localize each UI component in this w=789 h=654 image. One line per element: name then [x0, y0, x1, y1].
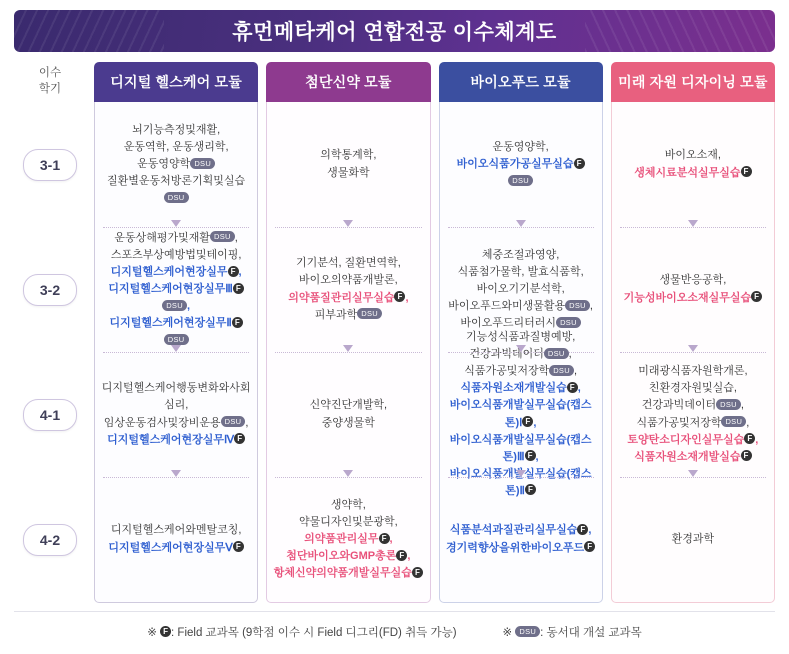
field-degree-icon: F: [741, 166, 752, 177]
course-line: [274, 514, 423, 531]
course-line: [108, 522, 243, 539]
course-name: ,: [186, 300, 191, 313]
course-name: ,: [573, 365, 578, 378]
course-name: 운동상해평가및재활: [114, 231, 211, 244]
course-name: ,: [577, 382, 581, 395]
course-line: [446, 432, 596, 466]
course-name: 식품분석과질관리실무실습: [449, 524, 578, 537]
course-name: 친환경자원및실습,: [648, 382, 737, 395]
semester-label-column: [14, 102, 86, 603]
course-name: 식품가공및저장학: [636, 416, 722, 429]
flow-arrow-icon: [171, 220, 181, 227]
course-cell: [440, 102, 602, 227]
course-line: [448, 247, 593, 264]
course-line: [320, 147, 376, 164]
module-header-advanced-drug: 첨단신약 모듈: [266, 62, 430, 102]
course-line: [320, 165, 376, 182]
course-name: 토양탄소디자인실무실습: [627, 433, 745, 446]
module-header-biofood: 바이오푸드 모듈: [439, 62, 603, 102]
course-line: [101, 139, 251, 156]
course-line: [448, 281, 593, 298]
course-cell: [95, 477, 257, 602]
course-line: [446, 156, 596, 190]
course-line: [274, 497, 423, 514]
course-name: 경기력향상을위한바이오푸드: [446, 541, 585, 554]
course-name: 기기분석, 질환면역학,: [295, 257, 401, 270]
course-cell: [612, 352, 774, 477]
flow-arrow-icon: [688, 220, 698, 227]
course-name: 운동영양학: [137, 157, 191, 170]
legend-footer: [14, 611, 775, 640]
course-cell: [267, 102, 429, 227]
course-name: ,: [245, 416, 249, 429]
course-cell: [267, 477, 429, 602]
field-degree-icon: F: [751, 291, 762, 302]
course-line: [634, 165, 751, 182]
course-cell: [612, 477, 774, 602]
course-name: 생체시료분석실무실습: [634, 166, 741, 179]
course-name: 디지털헬스케어현장실무Ⅳ: [107, 433, 235, 446]
dsu-badge-icon: DSU: [544, 348, 569, 359]
course-name: 중양생물학: [321, 416, 375, 429]
course-name: 질환별운동처방론기획및실습: [107, 175, 246, 188]
course-name: 바이오푸드리터러시: [460, 317, 557, 330]
field-degree-icon: F: [574, 158, 585, 169]
course-name: 식품가공및저장학: [464, 365, 550, 378]
course-name: 바이오푸드와미생물활용: [448, 300, 566, 313]
course-name: 의학통계학,: [320, 149, 377, 162]
flow-arrow-icon: [343, 220, 353, 227]
course-name: 운동영양학,: [492, 140, 549, 153]
course-cell: [612, 102, 774, 227]
course-name: 피부과학: [314, 308, 358, 321]
course-name: 첨단바이오와GMP총론: [286, 550, 397, 563]
dsu-badge-icon: DSU: [221, 416, 246, 427]
course-name: ,: [755, 433, 759, 446]
dsu-badge-icon: DSU: [210, 231, 235, 242]
field-degree-icon: F: [525, 450, 536, 461]
field-degree-icon: F: [522, 416, 533, 427]
module-header-digital-healthcare: 디지털 헬스케어 모듈: [94, 62, 258, 102]
course-cell: [267, 352, 429, 477]
field-degree-icon: F: [232, 317, 243, 328]
dsu-badge-icon: DSU: [357, 308, 382, 319]
course-line: [672, 531, 715, 548]
flow-arrow-icon: [171, 345, 181, 352]
course-line: [274, 565, 423, 582]
field-degree-icon: F: [234, 433, 245, 444]
flow-arrow-icon: [688, 470, 698, 477]
page-title: 휴먼메타케어 연합전공 이수체계도: [232, 21, 557, 44]
field-degree-icon: F: [396, 550, 407, 561]
legend-dsu-course: [503, 624, 642, 640]
legend-field-course: [147, 624, 456, 640]
module-header-future-resource-designing: 미래 자원 디자이닝 모듈: [611, 62, 775, 102]
course-cell: [612, 227, 774, 352]
course-line: [624, 290, 763, 307]
course-name: 임상운동검사및장비운용: [103, 416, 221, 429]
field-degree-icon: F: [160, 626, 171, 637]
course-line: [627, 363, 758, 380]
field-degree-icon: F: [744, 433, 755, 444]
course-name: 식품자원소재개발실습: [634, 450, 741, 463]
course-line: [446, 397, 596, 431]
course-name: 디지털헬스케어현장실무Ⅴ: [108, 541, 233, 554]
semester-cell: [14, 227, 86, 352]
course-line: [274, 531, 423, 548]
course-name: 뇌기능측정및재활,: [132, 123, 221, 136]
course-name: 식품첨가물학, 발효식품학,: [457, 265, 584, 278]
semester-cell: [14, 352, 86, 477]
course-line: [101, 247, 251, 264]
course-name: 바이오식품개발실무실습(캡스톤)Ⅱ: [449, 467, 592, 497]
course-line: [446, 139, 596, 156]
course-name: ,: [568, 348, 572, 361]
course-line: [288, 272, 408, 289]
curriculum-grid: [14, 62, 775, 603]
course-cell: [440, 477, 602, 602]
semester-badge-4-2: 4-2: [23, 524, 77, 556]
dsu-badge-icon: DSU: [556, 317, 581, 328]
course-line: [446, 540, 595, 557]
course-name: ,: [535, 450, 539, 463]
semester-badge-3-1: 3-1: [23, 149, 77, 181]
course-cell: [95, 227, 257, 352]
semester-column-header: [14, 62, 86, 102]
flow-arrow-icon: [171, 470, 181, 477]
dsu-badge-icon: DSU: [164, 334, 189, 345]
legend-dsu-text: : 동서대 개설 교과목: [540, 627, 642, 639]
flow-arrow-icon: [688, 345, 698, 352]
module-column-digital-healthcare: [94, 102, 258, 603]
course-name: 약물디자인및분광학,: [299, 515, 398, 528]
course-name: ,: [533, 416, 537, 429]
course-line: [446, 363, 596, 380]
course-name: ,: [405, 291, 409, 304]
page-title-banner: [14, 10, 775, 52]
dsu-badge-icon: DSU: [508, 175, 533, 186]
field-degree-icon: F: [412, 567, 423, 578]
course-line: [446, 380, 596, 397]
course-name: ,: [589, 300, 593, 313]
course-name: 환경과학: [671, 532, 715, 545]
dsu-badge-icon: DSU: [565, 300, 590, 311]
semester-cell: [14, 102, 86, 227]
field-degree-icon: F: [584, 541, 595, 552]
course-name: 기능성바이오소재실무실습: [623, 291, 752, 304]
course-cell: [95, 352, 257, 477]
flow-arrow-icon: [516, 220, 526, 227]
dsu-badge-icon: DSU: [190, 158, 215, 169]
course-line: [101, 122, 251, 139]
course-name: 생물반응공학,: [659, 274, 727, 287]
course-name: ,: [234, 231, 238, 244]
course-line: [101, 173, 251, 207]
course-name: ,: [389, 532, 393, 545]
course-name: 생약학,: [330, 498, 366, 511]
legend-field-prefix: ※: [147, 627, 161, 639]
dsu-badge-icon: DSU: [164, 192, 189, 203]
field-degree-icon: F: [394, 291, 405, 302]
course-cell: [267, 227, 429, 352]
course-name: 바이오식품개발실무실습(캡스톤)Ⅲ: [449, 433, 592, 463]
course-name: 바이오소재,: [664, 149, 721, 162]
course-name: 미래광식품자원학개론,: [638, 365, 748, 378]
course-line: [274, 548, 423, 565]
field-degree-icon: F: [577, 524, 588, 535]
course-line: [108, 540, 243, 557]
course-line: [101, 380, 251, 414]
course-line: [101, 264, 251, 281]
course-name: ,: [238, 265, 242, 278]
course-name: ,: [746, 416, 750, 429]
course-name: 스포츠부상예방법및테이핑,: [110, 248, 242, 261]
course-line: [101, 432, 251, 449]
course-cell: [440, 331, 602, 497]
course-line: [448, 298, 593, 315]
course-name: 운동역학, 운동생리학,: [123, 140, 229, 153]
course-name: 체중조절과영양,: [481, 248, 560, 261]
dsu-badge-icon: DSU: [515, 626, 540, 637]
legend-field-text: : Field 교과목 (9학점 이수 시 Field 디그리(FD) 취득 가능): [171, 627, 457, 639]
course-line: [288, 307, 408, 324]
course-name: 바이오기기분석학,: [476, 282, 565, 295]
course-name: ,: [740, 399, 744, 412]
course-name: 디지털헬스케어행동변화와사회심리,: [101, 382, 251, 412]
field-degree-icon: F: [741, 450, 752, 461]
semester-header-line2: 학기: [38, 83, 62, 95]
dsu-badge-icon: DSU: [549, 365, 574, 376]
semester-badge-3-2: 3-2: [23, 274, 77, 306]
semester-cell: [14, 477, 86, 602]
module-column-biofood: [439, 102, 603, 603]
course-name: 바이오식품개발실무실습(캡스톤)Ⅰ: [449, 399, 592, 429]
flow-arrow-icon: [516, 470, 526, 477]
course-line: [101, 156, 251, 173]
flow-arrow-icon: [343, 470, 353, 477]
course-line: [101, 230, 251, 247]
course-name: 디지털헬스케어와멘탈코칭,: [110, 524, 242, 537]
dsu-badge-icon: DSU: [721, 416, 746, 427]
field-degree-icon: F: [525, 484, 536, 495]
course-line: [446, 522, 595, 539]
course-line: [310, 397, 387, 414]
flow-arrow-icon: [516, 345, 526, 352]
course-line: [627, 432, 758, 449]
course-name: 디지털헬스케어현장실무: [110, 265, 228, 278]
dsu-badge-icon: DSU: [162, 300, 187, 311]
course-name: 신약진단개발학,: [309, 399, 388, 412]
course-line: [310, 415, 387, 432]
course-name: 건강과빅데이터: [469, 348, 544, 361]
legend-dsu-prefix: ※: [502, 627, 516, 639]
course-cell: [95, 102, 257, 227]
course-line: [101, 281, 251, 315]
course-name: 건강과빅데이터: [641, 399, 717, 412]
semester-badge-4-1: 4-1: [23, 399, 77, 431]
course-name: ,: [588, 524, 592, 537]
course-line: [627, 380, 758, 397]
course-name: 식품자원소재개발실습: [460, 382, 567, 395]
field-degree-icon: F: [233, 541, 244, 552]
semester-header-line1: 이수: [38, 67, 62, 80]
course-name: 디지털헬스케어현장실무Ⅲ: [108, 282, 233, 295]
course-line: [101, 415, 251, 432]
course-name: 디지털헬스케어현장실무Ⅱ: [109, 317, 232, 330]
course-line: [446, 329, 596, 346]
course-name: ,: [407, 550, 411, 563]
course-name: 항체신약의약품개발실무실습: [273, 567, 412, 580]
field-degree-icon: F: [228, 266, 239, 277]
course-line: [448, 264, 593, 281]
module-column-future-resource-designing: [611, 102, 775, 603]
course-name: 바이오식품가공실무실습: [456, 157, 574, 170]
course-line: [627, 415, 758, 432]
course-name: 의약품질관리실무실습: [288, 291, 395, 304]
field-degree-icon: F: [379, 533, 390, 544]
course-line: [624, 272, 763, 289]
dsu-badge-icon: DSU: [716, 399, 741, 410]
course-name: 의약품관리실무: [304, 532, 379, 545]
flow-arrow-icon: [343, 345, 353, 352]
course-line: [627, 397, 758, 414]
course-name: 생물화학: [327, 166, 370, 179]
course-line: [288, 255, 408, 272]
course-line: [288, 290, 408, 307]
field-degree-icon: F: [567, 382, 578, 393]
course-line: [634, 147, 751, 164]
course-name: 바이오의약품개발론,: [299, 274, 398, 287]
course-line: [627, 449, 758, 466]
course-name: 기능성식품과질병예방,: [465, 331, 576, 344]
field-degree-icon: F: [233, 283, 244, 294]
module-column-advanced-drug: [266, 102, 430, 603]
